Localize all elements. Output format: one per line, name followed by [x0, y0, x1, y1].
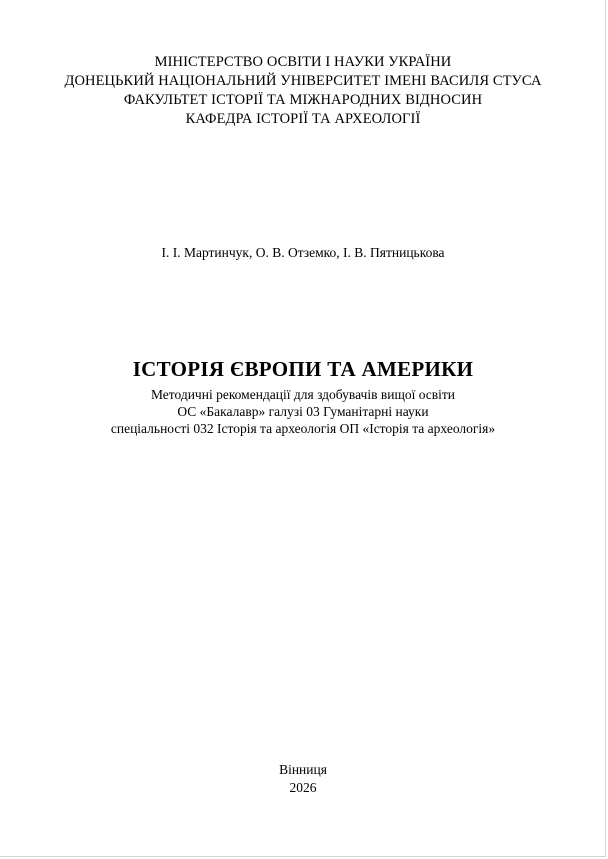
institution-header	[0, 53, 606, 129]
publication-footer	[0, 761, 606, 797]
authors-line: І. І. Мартинчук, О. В. Отземко, І. В. Пятницькова	[161, 245, 445, 260]
subtitle-line-2: ОС «Бакалавр» галузі 03 Гуманітарні науки	[177, 404, 429, 419]
subtitle-line-1: Методичні рекомендації для здобувачів вищої освіти	[150, 387, 456, 402]
authors	[0, 244, 606, 262]
publication-year: 2026	[289, 780, 317, 795]
document-title	[0, 356, 606, 383]
faculty-name: ФАКУЛЬТЕТ ІСТОРІЇ ТА МІЖНАРОДНИХ ВІДНОСИН	[123, 92, 483, 108]
publication-city: Вінниця	[279, 762, 327, 777]
ministry-name: МІНІСТЕРСТВО ОСВІТИ І НАУКИ УКРАЇНИ	[154, 54, 452, 70]
university-name: ДОНЕЦЬКИЙ НАЦІОНАЛЬНИЙ УНІВЕРСИТЕТ ІМЕНІ ВАСИЛЯ СТУСА	[64, 73, 542, 89]
document-subtitle	[0, 386, 606, 437]
department-name: КАФЕДРА ІСТОРІЇ ТА АРХЕОЛОГІЇ	[185, 111, 421, 127]
subtitle-line-3: спеціальності 032 Історія та археологія ОП «Історія та археологія»	[110, 421, 496, 436]
title-text: ІСТОРІЯ ЄВРОПИ ТА АМЕРИКИ	[132, 357, 474, 381]
